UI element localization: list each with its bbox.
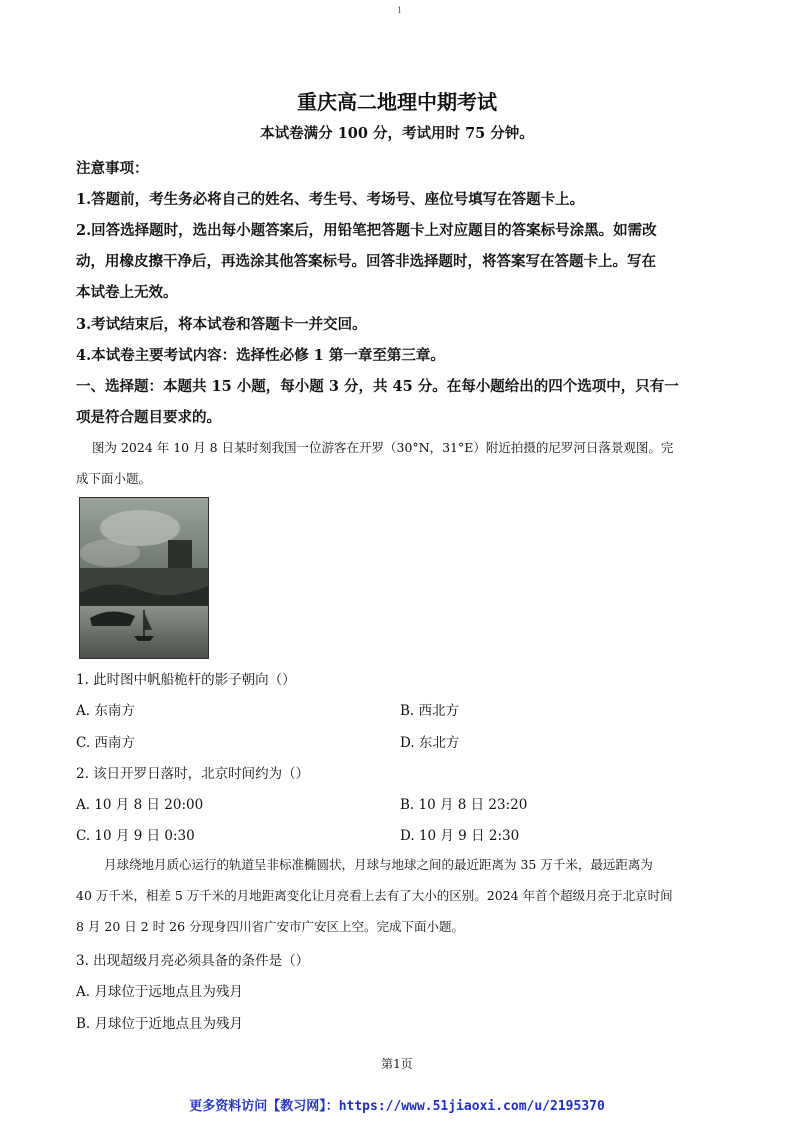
exam-title: 重庆高二地理中期考试 [297,90,497,114]
question-2-option-c: C. 10 月 9 日 0:30 [76,828,195,844]
nile-sunset-photo [79,497,209,659]
question-1-option-a: A. 东南方 [76,703,135,719]
intro-1-line-1: 图为 2024 年 10 月 8 日某时刻我国一位游客在开罗（30°N，31°E）附近拍摄的尼罗河日落景观图。完 [92,440,674,455]
footer-link[interactable]: 更多资料访问【教习网】：https://www.51jiaoxi.com/u/2195370 [189,1099,605,1114]
intro-2-line-3: 8 月 20 日 2 时 26 分现身四川省广安市广安区上空。完成下面小题。 [76,919,465,934]
notice-item-2-line-3: 本试卷上无效。 [76,284,178,301]
page-top-mark: 1 [397,6,403,15]
question-2-option-b: B. 10 月 8 日 23:20 [400,797,528,813]
notice-item-3: 3.考试结束后，将本试卷和答题卡一并交回。 [76,316,367,333]
intro-2-line-1: 月球绕地月质心运行的轨道呈非标准椭圆状，月球与地球之间的最近距离为 35 万千米，最远距离为 [104,857,653,872]
notice-heading: 注意事项： [76,160,149,177]
question-3-stem: 3. 出现超级月亮必须具备的条件是（） [76,953,310,969]
notice-item-2-line-1: 2.回答选择题时，选出每小题答案后，用铅笔把答题卡上对应题目的答案标号涂黑。如需改 [76,222,657,239]
page-number: 第1页 [381,1057,413,1071]
question-2-stem: 2. 该日开罗日落时，北京时间约为（） [76,766,310,782]
section-heading-line-2: 项是符合题目要求的。 [76,409,221,426]
question-1-option-c: C. 西南方 [76,735,135,751]
notice-item-4: 4.本试卷主要考试内容：选择性必修 1 第一章至第三章。 [76,347,445,364]
section-heading-line-1: 一、选择题：本题共 15 小题，每小题 3 分，共 45 分。在每小题给出的四个选项中，只有一 [76,378,679,395]
question-1-option-d: D. 东北方 [400,735,460,751]
intro-2-line-2: 40 万千米，相差 5 万千米的月地距离变化让月亮看上去有了大小的区别。2024 年首个超级月亮于北京时间 [76,888,673,903]
notice-item-1: 1.答题前，考生务必将自己的姓名、考生号、考场号、座位号填写在答题卡上。 [76,191,585,208]
notice-item-2-line-2: 动，用橡皮擦干净后，再选涂其他答案标号。回答非选择题时，将答案写在答题卡上。写在 [76,253,656,270]
question-3-option-a: A. 月球位于远地点且为残月 [76,984,243,1000]
question-1-option-b: B. 西北方 [400,703,460,719]
intro-1-line-2: 成下面小题。 [76,471,152,486]
question-3-option-b: B. 月球位于近地点且为残月 [76,1016,244,1032]
question-2-option-d: D. 10 月 9 日 2:30 [400,828,520,844]
exam-subtitle: 本试卷满分 100 分，考试用时 75 分钟。 [260,125,534,142]
question-1-stem: 1. 此时图中帆船桅杆的影子朝向（） [76,672,296,688]
question-2-option-a: A. 10 月 8 日 20:00 [76,797,204,813]
